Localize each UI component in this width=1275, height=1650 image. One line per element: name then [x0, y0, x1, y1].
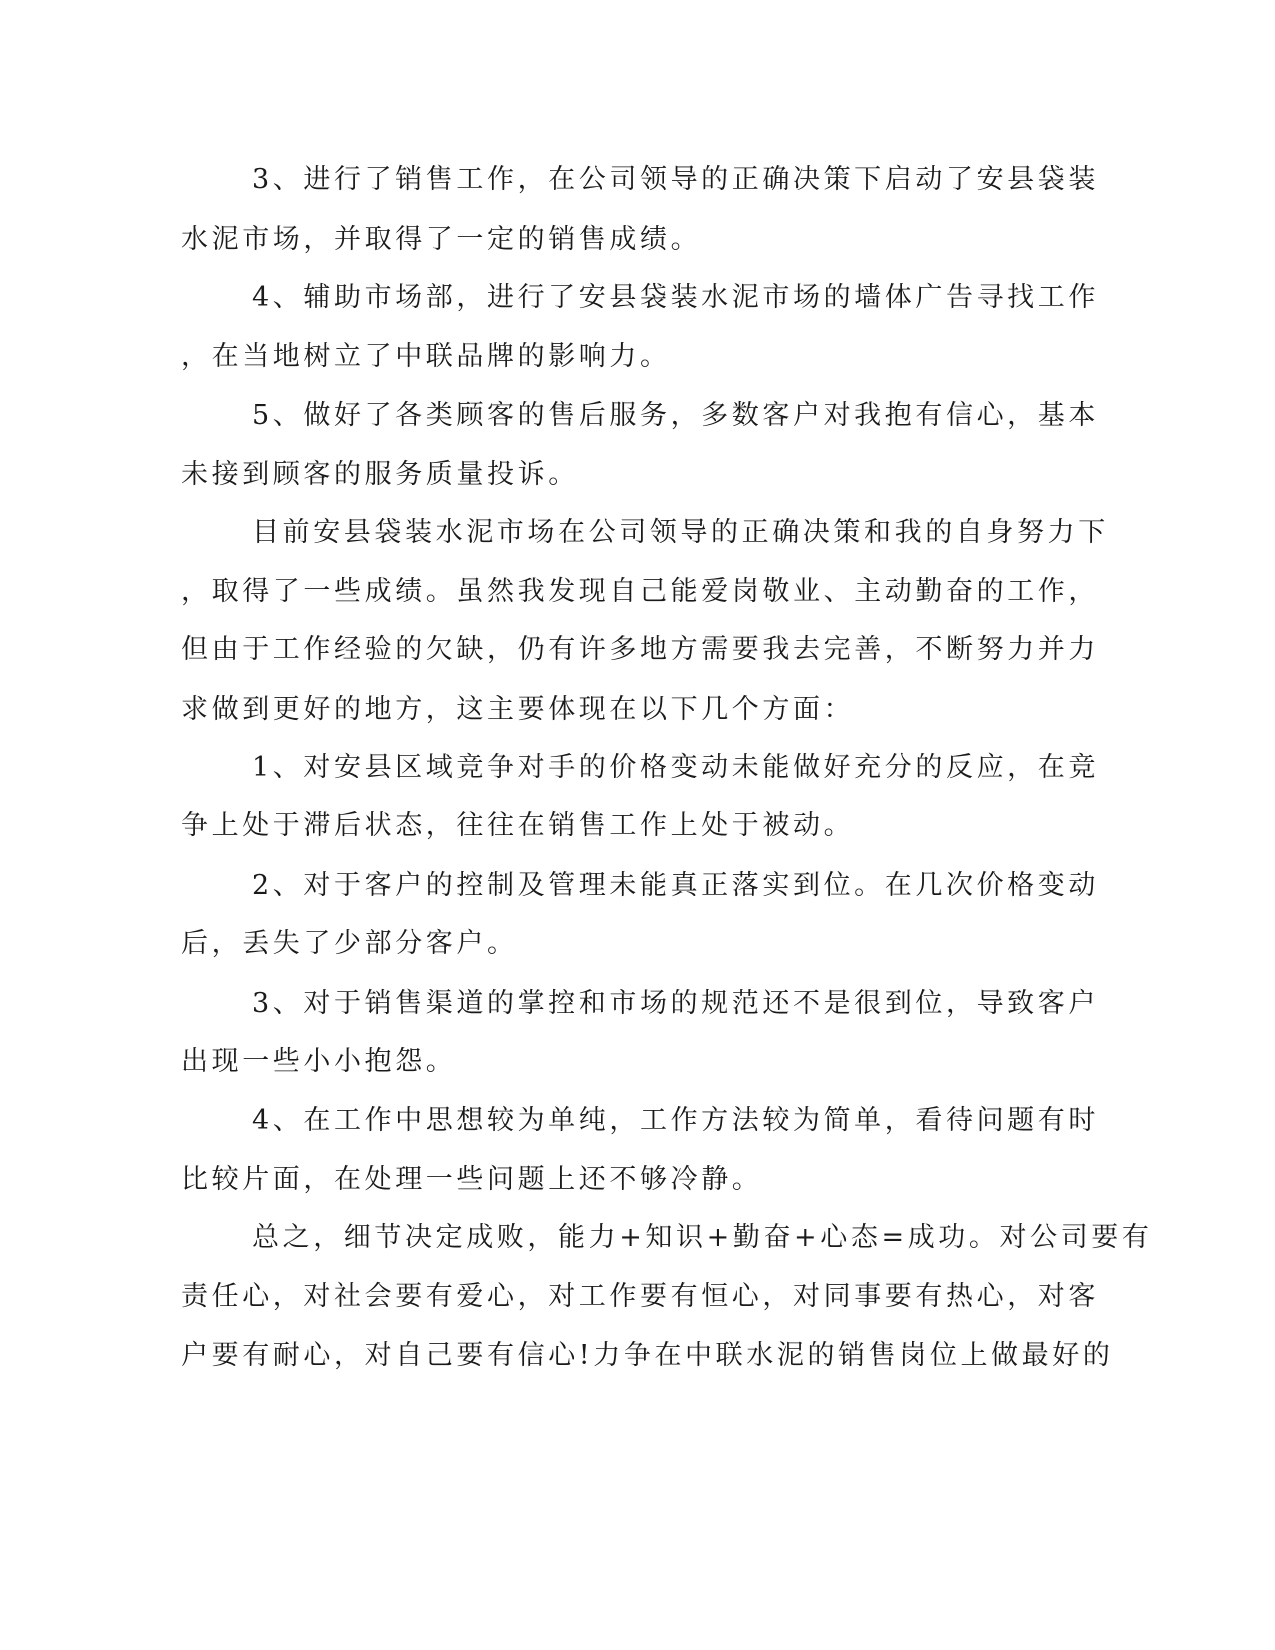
text-line: 2、对于客户的控制及管理未能真正落实到位。在几次价格变动 [252, 870, 1099, 901]
text-line: ，取得了一些成绩。虽然我发现自己能爱岗敬业、主动勤奋的工作， [181, 576, 1099, 607]
text-line: 1、对安县区域竞争对手的价格变动未能做好充分的反应，在竞 [252, 752, 1099, 783]
text-line: 求做到更好的地方，这主要体现在以下几个方面： [181, 694, 855, 725]
text-line: 5、做好了各类顾客的售后服务，多数客户对我抱有信心，基本 [252, 400, 1099, 431]
text-line: 争上处于滞后状态，往往在销售工作上处于被动。 [181, 810, 855, 841]
text-line: 总之，细节决定成败，能力+知识+勤奋+心态=成功。对公司要有 [252, 1222, 1153, 1253]
text-line: 未接到顾客的服务质量投诉。 [181, 459, 579, 490]
text-line: 4、在工作中思想较为单纯，工作方法较为简单，看待问题有时 [252, 1105, 1099, 1136]
text-line: 目前安县袋装水泥市场在公司领导的正确决策和我的自身努力下 [252, 517, 1109, 548]
text-line: 3、进行了销售工作，在公司领导的正确决策下启动了安县袋装 [252, 164, 1099, 195]
text-line: 责任心，对社会要有爱心，对工作要有恒心，对同事要有热心，对客 [181, 1281, 1099, 1312]
text-line: ，在当地树立了中联品牌的影响力。 [181, 341, 671, 372]
text-line: 水泥市场，并取得了一定的销售成绩。 [181, 224, 702, 255]
text-line: 3、对于销售渠道的掌控和市场的规范还不是很到位，导致客户 [252, 988, 1099, 1019]
text-line: 但由于工作经验的欠缺，仍有许多地方需要我去完善，不断努力并力 [181, 634, 1099, 665]
text-line: 出现一些小小抱怨。 [181, 1046, 457, 1077]
text-line: 户要有耐心，对自己要有信心!力争在中联水泥的销售岗位上做最好的 [181, 1340, 1114, 1371]
text-line: 后，丢失了少部分客户。 [181, 928, 518, 959]
text-line: 4、辅助市场部，进行了安县袋装水泥市场的墙体广告寻找工作 [252, 282, 1099, 313]
text-line: 比较片面，在处理一些问题上还不够冷静。 [181, 1164, 763, 1195]
